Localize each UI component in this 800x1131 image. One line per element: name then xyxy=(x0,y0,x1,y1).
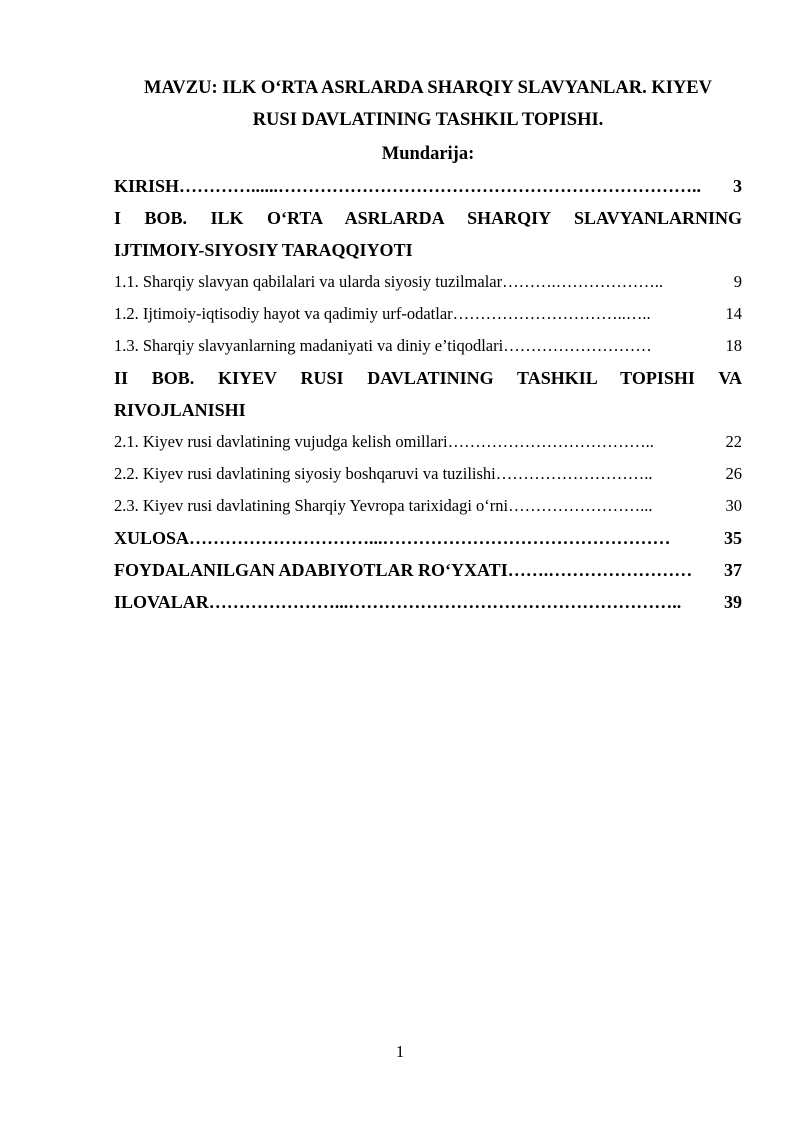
toc-entry-2-3 xyxy=(114,490,742,522)
page-number: 1 xyxy=(395,1042,405,1061)
toc-entry-page: 18 xyxy=(725,336,742,355)
toc-entry-2-1 xyxy=(114,426,742,458)
toc-chapter-1-line-2: IJTIMOIY-SIYOSIY TARAQQIYOTI xyxy=(114,240,413,260)
toc-entry-title: KIRISH xyxy=(114,176,180,196)
toc-entry-page: 9 xyxy=(733,272,742,291)
toc-entry-dots: …………………...……………………………………………….. xyxy=(208,592,682,612)
document-title-line-2: RUSI DAVLATINING TASHKIL TOPISHI. xyxy=(252,110,604,130)
toc-entry-1-3 xyxy=(114,330,742,362)
toc-entry-1-1 xyxy=(114,266,742,298)
toc-entry-dots: ……………………………….. xyxy=(447,432,654,451)
toc-entry-page: 22 xyxy=(725,432,742,451)
table-of-contents xyxy=(114,170,742,618)
toc-entry-conclusion xyxy=(114,522,742,554)
toc-entry-title: 1.2. Ijtimoiy-iqtisodiy hayot va qadimiy urf-odatlar xyxy=(114,304,453,323)
toc-entry-page: 3 xyxy=(733,176,742,196)
toc-entry-page: 39 xyxy=(724,592,742,612)
toc-entry-dots: ……….……………….. xyxy=(502,272,663,291)
toc-entry-dots: …………………………..….. xyxy=(452,304,651,323)
toc-entry-dots: …………………………...………………………………………… xyxy=(189,528,671,548)
toc-entry-dots: …………......…………………………………………………………….. xyxy=(179,176,702,196)
toc-chapter-2-line-1: II BOB. KIYEV RUSI DAVLATINING TASHKIL TOPISHI VA xyxy=(114,368,742,388)
document-title-line-1: MAVZU: ILK O‘RTA ASRLARDA SHARQIY SLAVYANLAR. KIYEV xyxy=(144,78,712,98)
toc-entry-title: 1.3. Sharqiy slavyanlarning madaniyati va diniy e’tiqodlari xyxy=(114,336,504,355)
toc-entry-dots: ……………………….. xyxy=(495,464,653,483)
toc-entry-1-2 xyxy=(114,298,742,330)
toc-entry-appendix xyxy=(114,586,742,618)
toc-entry-dots: ……………………… xyxy=(503,336,652,355)
toc-entry-page: 30 xyxy=(725,496,742,515)
toc-heading: Mundarija: xyxy=(381,144,475,164)
toc-entry-title: 1.1. Sharqiy slavyan qabilalari va ularda siyosiy tuzilmalar xyxy=(114,272,503,291)
toc-entry-title: XULOSA xyxy=(114,528,190,548)
toc-entry-title: 2.1. Kiyev rusi davlatining vujudga kelish omillari xyxy=(114,432,448,451)
toc-entry-page: 35 xyxy=(724,528,742,548)
toc-entry-page: 26 xyxy=(725,464,742,483)
toc-entry-title: 2.2. Kiyev rusi davlatining siyosiy boshqaruvi va tuzilishi xyxy=(114,464,496,483)
toc-entry-title: 2.3. Kiyev rusi davlatining Sharqiy Yevropa tarixidagi o‘rni xyxy=(114,496,509,515)
toc-entry-page: 14 xyxy=(725,304,742,323)
toc-chapter-1-line-1: I BOB. ILK O‘RTA ASRLARDA SHARQIY SLAVYANLARNING xyxy=(114,208,742,228)
toc-entry-dots: …….…………………… xyxy=(507,560,693,580)
toc-entry-references xyxy=(114,554,742,586)
toc-chapter-2-line-2: RIVOJLANISHI xyxy=(114,400,246,420)
toc-entry-dots: ……………………... xyxy=(508,496,653,515)
toc-entry-page: 37 xyxy=(724,560,742,580)
toc-entry-title: ILOVALAR xyxy=(114,592,209,612)
toc-entry-intro xyxy=(114,170,742,202)
toc-entry-2-2 xyxy=(114,458,742,490)
toc-entry-title: FOYDALANILGAN ADABIYOTLAR RO‘YXATI xyxy=(114,560,508,580)
